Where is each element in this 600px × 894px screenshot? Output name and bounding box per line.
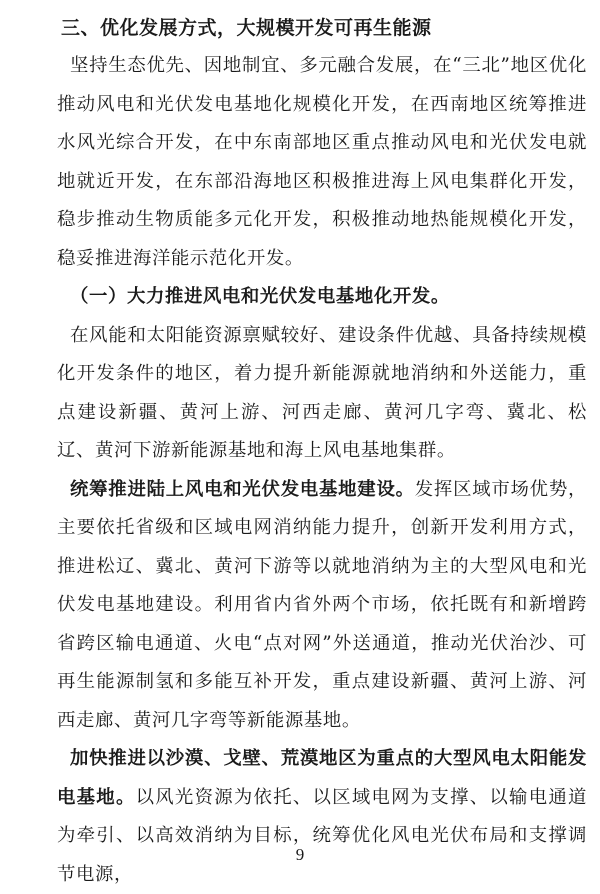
subsection-paragraph-1: 在风能和太阳能资源禀赋较好、建设条件优越、具备持续规模化开发条件的地区，着力提升新能源就地消纳和外送能力，重点建设新疆、黄河上游、河西走廊、黄河几字弯、冀北、松辽、黄河下游新能源基地和海上风电基地集群。: [57, 324, 587, 461]
subsection-paragraph-2: [57, 471, 587, 741]
section-heading: 三、优化发展方式，大规模开发可再生能源: [61, 17, 432, 39]
subsection-paragraph-3: [57, 740, 587, 894]
document-body: [57, 9, 587, 894]
page-number: 9: [295, 845, 305, 864]
paragraph-2-lead: 统筹推进陆上风电和光伏发电基地建设。: [70, 478, 415, 500]
section-intro-paragraph: 坚持生态优先、因地制宜、多元融合发展，在“三北”地区优化推动风电和光伏发电基地化规模化开发，在西南地区统筹推进水风光综合开发，在中东南部地区重点推动风电和光伏发电就地就近开发，在东部沿海地区积极推进海上风电集群化开发，稳步推动生物质能多元化开发，积极推动地热能规模化开发，稳妥推进海洋能示范化开发。: [57, 55, 587, 269]
paragraph-2-body: 发挥区域市场优势，主要依托省级和区域电网消纳能力提升，创新开发利用方式，推进松辽、冀北、黄河下游等以就地消纳为主的大型风电和光伏发电基地建设。利用省内省外两个市场，依托既有和新增跨省跨区输电通道、火电“点对网”外送通道，推动光伏治沙、可再生能源制氢和多能互补开发，重点建设新疆、黄河上游、河西走廊、黄河几字弯等新能源基地。: [57, 478, 587, 731]
subsection-heading: （一）大力推进风电和光伏发电基地化开发。: [70, 286, 450, 307]
paragraph-3-body: 以风光资源为依托、以区域电网为支撑、以输电通道为牵引、以高效消纳为目标，统筹优化风电光伏布局和支撑调节电源，: [57, 786, 587, 885]
paragraph-3-lead: 加快推进以沙漠、戈壁、荒漠地区为重点的大型风电太阳能发电基地。: [57, 748, 587, 808]
